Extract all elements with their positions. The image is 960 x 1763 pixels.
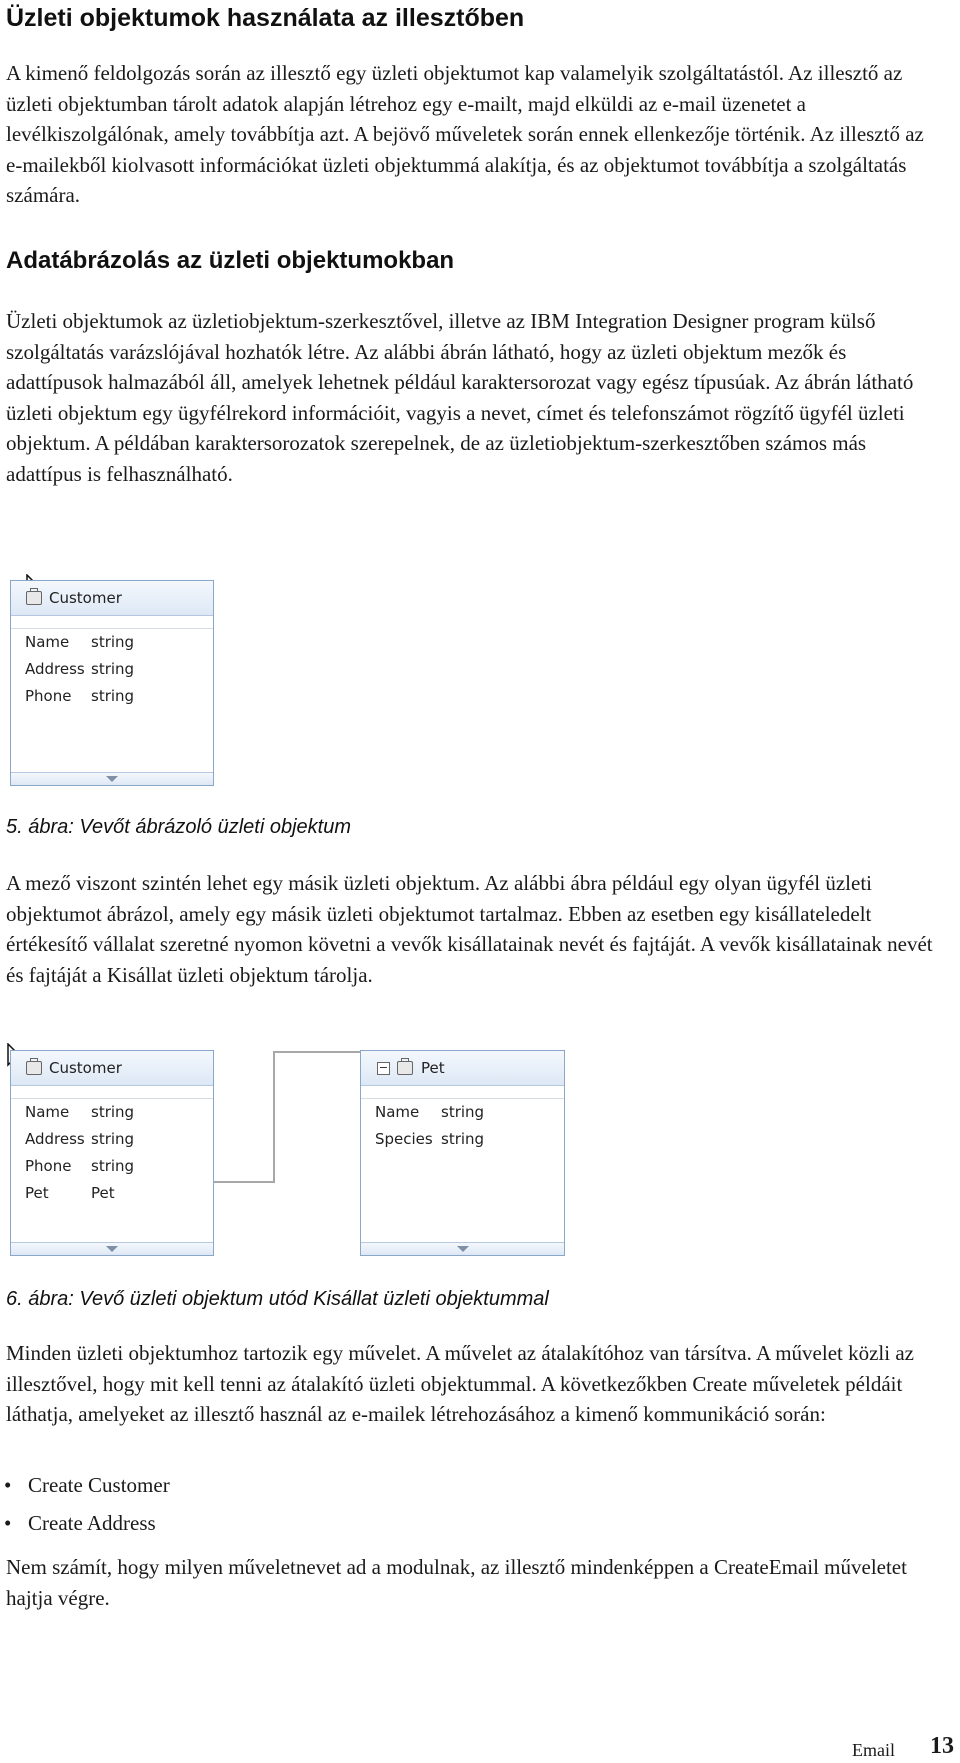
bo-title: Pet <box>421 1059 445 1077</box>
scroll-down-arrow[interactable] <box>11 772 213 785</box>
bo-field-row[interactable] <box>11 1153 213 1180</box>
field-name: Pet <box>25 1184 49 1202</box>
field-name: Name <box>25 1103 70 1121</box>
customer-business-object[interactable] <box>10 1050 214 1256</box>
field-type: string <box>91 660 135 678</box>
field-type: string <box>441 1130 485 1148</box>
bo-field-row[interactable] <box>11 1099 213 1126</box>
bo-field-row[interactable] <box>11 629 213 656</box>
field-type: string <box>441 1103 485 1121</box>
field-type: string <box>91 633 135 651</box>
field-type: Pet <box>91 1184 115 1202</box>
scroll-down-arrow[interactable] <box>11 1242 213 1255</box>
page-number: 13 <box>930 1733 954 1759</box>
pet-business-object[interactable] <box>360 1050 565 1256</box>
bo-header[interactable] <box>11 581 213 616</box>
field-type: string <box>91 1130 135 1148</box>
data-representation-paragraph: Üzleti objektumok az üzletiobjektum-szerkesztővel, illetve az IBM Integration Designer program külső szolgáltatás varázslójával hozhatók létre. Az alábbi ábrán látható, hogy az üzleti objektum mezők és adattípusok halmazából áll, amelyek lehetnek például karaktersorozat vagy egész típusúak. Az ábrán látható üzleti objektum egy ügyfélrekord információit, vagyis a nevet, címet és telefonszámot rögzítő ügyfél üzleti objektum. A példában karaktersorozatok szerepelnek, de az üzletiobjektum-szerkesztőben számos más adattípus is felhasználható. <box>6 309 914 486</box>
field-name: Phone <box>25 687 72 705</box>
business-object-icon <box>26 1061 42 1075</box>
createemail-paragraph: Nem számít, hogy milyen műveletnevet ad a modulnak, az illesztő mindenképpen a CreateEmail műveletet hajtja végre. <box>6 1555 907 1610</box>
relationship-connector <box>210 1040 360 1190</box>
bo-field-row[interactable] <box>11 1126 213 1153</box>
business-object-icon <box>397 1061 413 1075</box>
bo-title: Customer <box>49 1059 122 1077</box>
bo-field-row[interactable] <box>11 683 213 710</box>
list-item-text: Create Customer <box>28 1473 170 1497</box>
intro-paragraph: A kimenő feldolgozás során az illesztő egy üzleti objektumot kap valamelyik szolgáltatástól. Az illesztő az üzleti objektumban tárolt adatok alapján létrehoz egy e-mailt, majd elküldi az e-mail üzenetet a levélkiszolgálónak, amely továbbítja azt. A bejövő műveletek során ennek ellenkezője történik. Az illesztő az e-mailekből kiolvasott információkat üzleti objektummá alakítja, és az objektumot továbbítja a szolgáltatás számára. <box>6 61 924 207</box>
bo-field-row[interactable] <box>361 1126 564 1153</box>
field-name: Species <box>375 1130 433 1148</box>
field-name: Name <box>25 633 70 651</box>
list-item: • Create Customer <box>4 1473 170 1497</box>
business-object-icon <box>26 591 42 605</box>
page-heading: Üzleti objektumok használata az illesztőben <box>6 4 525 32</box>
field-name: Address <box>25 1130 85 1148</box>
field-type: string <box>91 687 135 705</box>
bo-field-row[interactable] <box>11 1180 213 1207</box>
figure-6-caption: 6. ábra: Vevő üzleti objektum utód Kisállat üzleti objektummal <box>6 1288 549 1310</box>
field-type: string <box>91 1103 135 1121</box>
bo-field-row[interactable] <box>361 1099 564 1126</box>
figure-5-caption: 5. ábra: Vevőt ábrázoló üzleti objektum <box>6 816 352 838</box>
field-type: string <box>91 1157 135 1175</box>
bo-title: Customer <box>49 589 122 607</box>
footer-section-label: Email <box>852 1740 895 1760</box>
section-heading: Adatábrázolás az üzleti objektumokban <box>6 247 455 274</box>
bo-header[interactable] <box>361 1051 564 1086</box>
nested-object-paragraph: A mező viszont szintén lehet egy másik üzleti objektum. Az alábbi ábra például egy olyan ügyfél üzleti objektumot ábrázol, amely egy másik üzleti objektumot tartalmaz. Ebben az esetben egy kisállateledelt értékesítő vállalat szeretné nyomon követni a vevők kisállatainak nevét és fajtáját. A vevők kisállatainak nevét és fajtáját a Kisállat üzleti objektum tárolja. <box>6 871 933 987</box>
bo-field-row[interactable] <box>11 656 213 683</box>
customer-business-object[interactable] <box>10 580 214 786</box>
list-item-text: Create Address <box>28 1511 156 1535</box>
operations-paragraph: Minden üzleti objektumhoz tartozik egy művelet. A művelet az átalakítóhoz van társítva. A művelet közli az illesztővel, hogy mit kell tenni az átalakító üzleti objektummal. A következőkben Create műveletek példáit láthatja, amelyeket az illesztő használ az e-mailek létrehozásához a kimenő kommunikáció során: <box>6 1341 914 1426</box>
scroll-down-arrow[interactable] <box>361 1242 564 1255</box>
create-operations-list <box>2 1470 170 1546</box>
field-name: Phone <box>25 1157 72 1175</box>
list-item: • Create Address <box>4 1511 156 1535</box>
bo-header[interactable] <box>11 1051 213 1086</box>
field-name: Name <box>375 1103 420 1121</box>
collapse-icon[interactable]: − <box>378 1061 389 1074</box>
field-name: Address <box>25 660 85 678</box>
